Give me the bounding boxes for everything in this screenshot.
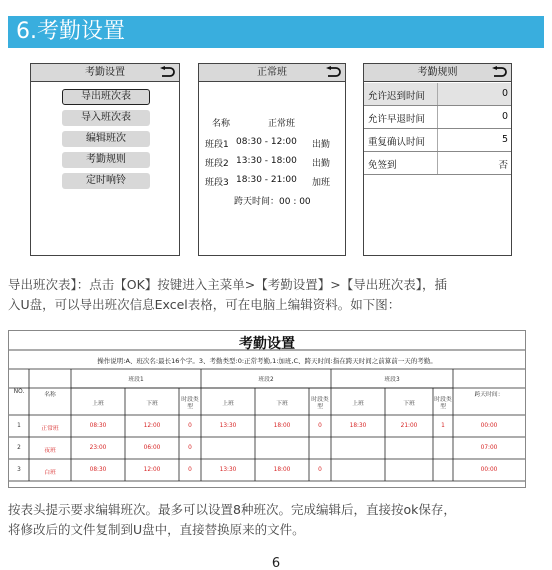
header-off: 下班 (146, 401, 158, 407)
header-segment-1: 班段1 (128, 377, 144, 383)
divider (437, 83, 438, 105)
header-name: 名称 (44, 392, 56, 398)
table-cell: 正常班 (41, 426, 59, 432)
header-crossday: 跨天时间： (474, 392, 504, 398)
rule-row-no-signin[interactable] (364, 152, 511, 175)
table-cell: 0 (188, 467, 192, 473)
back-icon[interactable] (159, 66, 175, 79)
text-line: 按表头提示要求编辑班次。最多可以设置8种班次。完成编辑后，直接按ok保存， (8, 502, 456, 517)
screen-title: 考勤规则 (417, 67, 458, 78)
table-cell: 0 (318, 423, 322, 429)
header-type: 时段类型 (434, 397, 452, 410)
screen-title-bar (31, 64, 179, 82)
header-on: 上班 (222, 401, 234, 407)
table-cell: 夜班 (44, 448, 56, 454)
segment-time[interactable]: 08:30 - 12:00 (236, 137, 297, 147)
table-cell: 1 (17, 423, 21, 429)
table-cell: 3 (17, 467, 21, 473)
table-cell: 08:30 (89, 467, 107, 473)
table-cell: 1 (441, 423, 445, 429)
text-line: 导出班次表】：点击【OK】按键进入主菜单>【考勤设置】>【导出班次表】，插 (8, 277, 447, 292)
text-line: 将修改后的文件复制到U盘中，直接替换原来的文件。 (8, 522, 305, 537)
table-cell: 白班 (44, 470, 56, 476)
table-cell: 12:00 (143, 467, 161, 473)
segment-label: 班段3 (205, 178, 229, 188)
header-off: 下班 (403, 401, 415, 407)
table-cell: 00:00 (480, 423, 498, 429)
header-no: NO. (13, 389, 25, 395)
table-cell: 23:00 (89, 445, 107, 451)
crossday-time[interactable]: 跨天时间：00 : 00 (234, 197, 311, 207)
table-cell: 18:30 (349, 423, 367, 429)
table-cell: 21:00 (400, 423, 418, 429)
menu-attendance-rules[interactable]: 考勤规则 (62, 152, 150, 168)
attendance-menu-screen (30, 63, 180, 256)
screen-title: 考勤设置 (85, 67, 125, 78)
segment-time[interactable]: 13:30 - 18:00 (236, 156, 297, 166)
divider (437, 106, 438, 128)
excel-note: 操作说明:A、班次名:最长16个字。3、考勤类型:0:正常考勤,1:加班,C、跨天时间:指在跨天时间之前算前一天的考勤。 (97, 357, 437, 365)
export-description (8, 275, 544, 315)
header-type: 时段类型 (181, 397, 199, 410)
segment-type[interactable]: 加班 (312, 178, 331, 188)
table-cell: 18:00 (273, 423, 291, 429)
table-cell: 07:00 (480, 445, 498, 451)
table-cell: 12:00 (143, 423, 161, 429)
rule-value: 否 (498, 160, 508, 171)
table-cell: 18:00 (273, 467, 291, 473)
screen-title-bar (364, 64, 511, 82)
excel-shift-table (8, 330, 526, 488)
text-line: 入U盘，可以导出班次信息Excel表格，可在电脑上编辑资料。如下图： (8, 297, 401, 312)
header-segment-3: 班段3 (384, 377, 400, 383)
menu-export-shifts[interactable]: 导出班次表 (62, 89, 150, 105)
header-on: 上班 (92, 401, 104, 407)
table-cell: 0 (188, 423, 192, 429)
rule-row-repeat-confirm[interactable] (364, 129, 511, 152)
rule-row-late[interactable] (364, 83, 511, 106)
table-cell: 08:30 (89, 423, 107, 429)
rule-label: 免签到 (368, 160, 397, 171)
header-type: 时段类型 (311, 397, 329, 410)
rule-label: 允许早退时间 (368, 114, 426, 125)
table-cell: 13:30 (219, 423, 237, 429)
table-cell: 13:30 (219, 467, 237, 473)
edit-description (8, 500, 544, 540)
menu-timed-bell[interactable]: 定时响铃 (62, 173, 150, 189)
section-title: 6.考勤设置 (8, 16, 544, 48)
table-cell: 0 (318, 467, 322, 473)
segment-label: 班段2 (205, 159, 229, 169)
segment-time[interactable]: 18:30 - 21:00 (236, 175, 297, 185)
page-number: 6 (271, 556, 281, 570)
divider (437, 129, 438, 151)
segment-type[interactable]: 出勤 (312, 140, 331, 150)
rule-label: 允许迟到时间 (368, 91, 426, 102)
name-value[interactable]: 正常班 (268, 119, 296, 129)
segment-type[interactable]: 出勤 (312, 159, 331, 169)
rule-value: 0 (501, 111, 508, 122)
rule-value: 0 (501, 88, 508, 99)
rule-row-early-leave[interactable] (364, 106, 511, 129)
screen-title: 正常班 (257, 67, 287, 78)
menu-edit-shifts[interactable]: 编辑班次 (62, 131, 150, 147)
screen-title-bar (199, 64, 345, 82)
excel-title: 考勤设置 (239, 336, 295, 352)
table-cell: 00:00 (480, 467, 498, 473)
back-icon[interactable] (325, 66, 341, 79)
divider (437, 152, 438, 174)
table-cell: 2 (17, 445, 21, 451)
back-icon[interactable] (491, 66, 507, 79)
table-cell: 06:00 (143, 445, 161, 451)
segment-label: 班段1 (205, 140, 229, 150)
name-label: 名称 (212, 119, 231, 129)
header-segment-2: 班段2 (258, 377, 274, 383)
attendance-rules-screen (363, 63, 512, 256)
table-cell: 0 (188, 445, 192, 451)
header-on: 上班 (352, 401, 364, 407)
shift-detail-screen (198, 63, 346, 256)
menu-import-shifts[interactable]: 导入班次表 (62, 110, 150, 126)
header-off: 下班 (276, 401, 288, 407)
rule-label: 重复确认时间 (368, 137, 426, 148)
rule-value: 5 (501, 134, 508, 145)
